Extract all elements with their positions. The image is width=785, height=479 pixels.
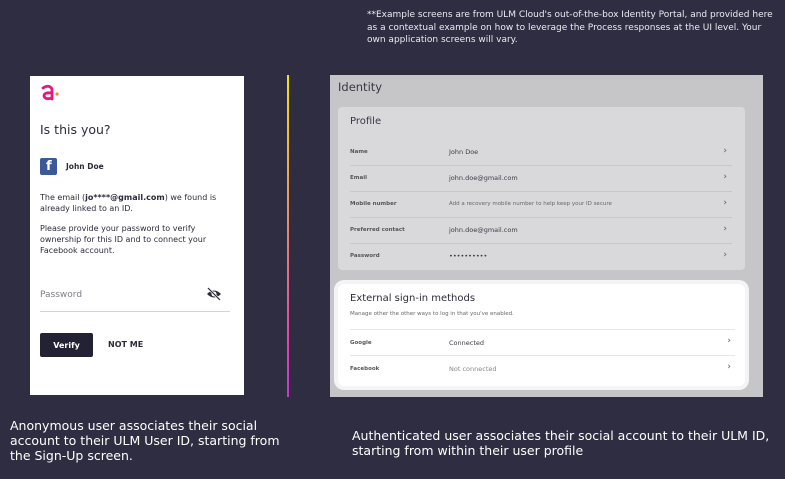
disclaimer-note: **Example screens are from ULM Cloud's out-of-the-box Identity Portal, and provided here as a contextual example on how to leverage the Process responses at the UI level. Your own application screens will vary. [367,10,773,45]
row-label: Preferred contact [350,227,405,233]
row-label: Facebook [350,366,380,372]
profile-section [338,107,745,270]
not-me-link[interactable]: NOT ME [108,340,144,349]
profile-heading: Profile [350,116,382,127]
verify-button[interactable]: Verify [40,333,93,357]
profile-row-name[interactable] [350,140,732,166]
row-value: •••••••••• [449,252,488,260]
card-title: Is this you? [40,122,111,137]
profile-row-password[interactable] [350,244,732,269]
chevron-right-icon: › [723,146,727,156]
chevron-right-icon: › [727,336,731,346]
signup-card [30,76,244,395]
external-signin-section [338,284,745,386]
facebook-icon: f [40,158,57,175]
row-label: Mobile number [350,201,397,207]
row-label: Google [350,340,372,346]
row-value: john.doe@gmail.com [449,174,518,182]
panel-title: Identity [338,80,383,94]
profile-row-email[interactable] [350,166,732,192]
password-field[interactable] [40,287,230,312]
profile-row-mobile[interactable] [350,192,732,218]
caption-left: Anonymous user associates their social account to their ULM User ID, starting from the Sign-Up screen. [10,418,280,463]
email-linked-message: The email (jo****@gmail.com) we found is already linked to an ID. [40,193,217,213]
masked-email: jo****@gmail.com [85,193,165,202]
identity-panel [330,75,763,397]
row-value: Add a recovery mobile number to help keep your ID secure [449,201,612,207]
row-value: Not connected [449,365,497,373]
social-account-row [40,158,104,175]
row-value: John Doe [449,148,479,156]
chevron-right-icon: › [723,198,727,208]
brand-logo-icon [40,84,64,104]
eye-slash-icon[interactable] [206,287,222,301]
external-row-google[interactable] [350,329,735,356]
chevron-right-icon: › [723,250,727,260]
chevron-right-icon: › [723,224,727,234]
caption-right: Authenticated user associates their social account to their ULM ID, starting from within their user profile [352,428,770,458]
chevron-right-icon: › [723,172,727,182]
gradient-divider [287,75,289,397]
password-placeholder: Password [40,290,83,300]
external-row-facebook[interactable] [350,355,735,382]
row-label: Password [350,253,380,259]
row-label: Name [350,149,368,155]
row-label: Email [350,175,367,181]
external-subtitle: Manage other the other ways to log in that you've enabled. [350,311,514,317]
row-value: Connected [449,339,485,347]
chevron-right-icon: › [727,362,731,372]
row-value: john.doe@gmail.com [449,226,518,234]
profile-row-preferred-contact[interactable] [350,218,732,244]
external-heading: External sign-in methods [350,293,476,304]
verify-instructions: Please provide your password to verify ownership for this ID and to connect your Facebook account. [40,224,207,255]
social-account-name: John Doe [66,162,104,171]
